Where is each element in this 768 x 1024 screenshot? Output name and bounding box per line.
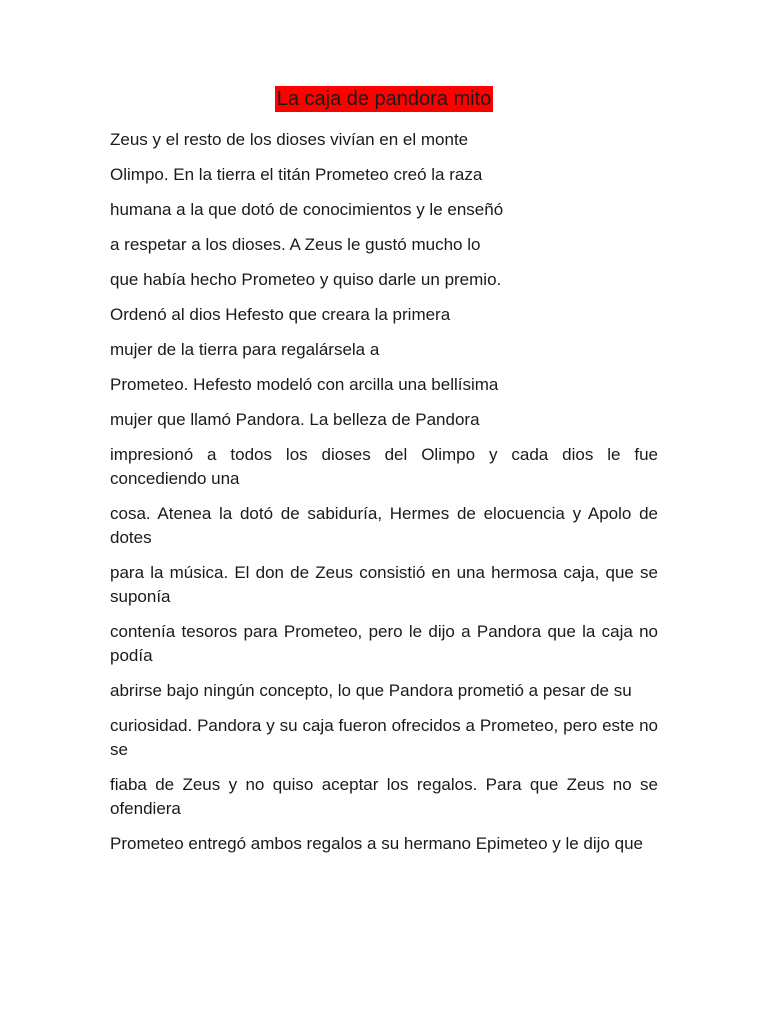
paragraph: Prometeo entregó ambos regalos a su hermano Epimeteo y le dijo que (110, 834, 643, 853)
paragraph: para la música. El don de Zeus consistió en una hermosa caja, que se suponía (110, 563, 658, 606)
paragraph: contenía tesoros para Prometeo, pero le dijo a Pandora que la caja no podía (110, 622, 658, 665)
paragraph: fiaba de Zeus y no quiso aceptar los regalos. Para que Zeus no se ofendiera (110, 775, 658, 818)
paragraph: Prometeo. Hefesto modeló con arcilla una bellísima (110, 375, 499, 394)
paragraph: cosa. Atenea la dotó de sabiduría, Hermes de elocuencia y Apolo de dotes (110, 504, 658, 547)
document-body (110, 128, 658, 867)
paragraph: Ordenó al dios Hefesto que creara la primera (110, 305, 451, 324)
paragraph: a respetar a los dioses. A Zeus le gustó mucho lo (110, 235, 481, 254)
document-title: La caja de pandora mito (276, 88, 492, 110)
paragraph: humana a la que dotó de conocimientos y le enseñó (110, 200, 504, 219)
paragraph: que había hecho Prometeo y quiso darle un premio. (110, 270, 502, 289)
paragraph: impresionó a todos los dioses del Olimpo y cada dios le fue concediendo una (110, 445, 658, 488)
paragraph: mujer que llamó Pandora. La belleza de Pandora (110, 410, 480, 429)
paragraph: abrirse bajo ningún concepto, lo que Pandora prometió a pesar de su (110, 681, 632, 700)
paragraph: Zeus y el resto de los dioses vivían en el monte (110, 130, 469, 149)
paragraph: Olimpo. En la tierra el titán Prometeo creó la raza (110, 165, 483, 184)
title-container (0, 86, 768, 112)
paragraph: curiosidad. Pandora y su caja fueron ofrecidos a Prometeo, pero este no se (110, 716, 658, 759)
paragraph: mujer de la tierra para regalársela a (110, 340, 380, 359)
